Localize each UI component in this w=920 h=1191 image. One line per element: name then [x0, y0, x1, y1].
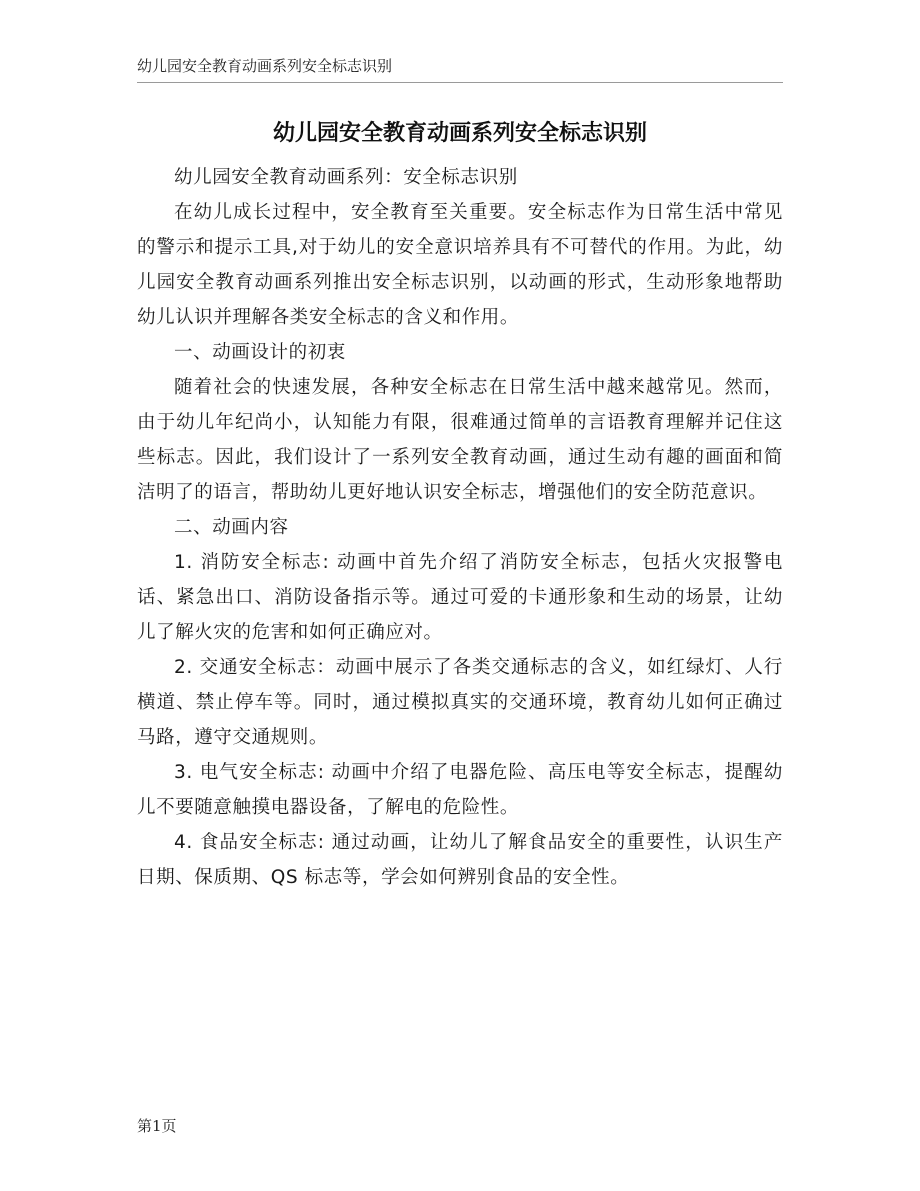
page-number: 第1页 — [137, 1117, 177, 1135]
list-item-electrical-safety: 3. 电气安全标志: 动画中介绍了电器危险、高压电等安全标志，提醒幼儿不要随意触摸电器设备，了解电的危险性。 — [137, 762, 783, 818]
paragraph-subtitle: 幼儿园安全教育动画系列：安全标志识别 — [174, 167, 518, 188]
running-header: 幼儿园安全教育动画系列安全标志识别 — [137, 57, 393, 75]
list-item-traffic-safety: 2. 交通安全标志：动画中展示了各类交通标志的含义，如红绿灯、人行横道、禁止停车等。同时，通过模拟真实的交通环境，教育幼儿如何正确过马路，遵守交通规则。 — [137, 657, 783, 748]
paragraph-intro: 在幼儿成长过程中，安全教育至关重要。安全标志作为日常生活中常见的警示和提示工具,对于幼儿的安全意识培养具有不可替代的作用。为此，幼儿园安全教育动画系列推出安全标志识别，以动画的形式，生动形象地帮助幼儿认识并理解各类安全标志的含义和作用。 — [137, 202, 783, 328]
section-heading-1: 一、动画设计的初衷 — [174, 342, 346, 363]
document-title: 幼儿园安全教育动画系列安全标志识别 — [272, 121, 647, 146]
list-item-fire-safety: 1. 消防安全标志: 动画中首先介绍了消防安全标志，包括火灾报警电话、紧急出口、消防设备指示等。通过可爱的卡通形象和生动的场景，让幼儿了解火灾的危害和如何正确应对。 — [137, 552, 783, 643]
list-item-food-safety: 4. 食品安全标志: 通过动画，让幼儿了解食品安全的重要性，认识生产日期、保质期、QS 标志等，学会如何辨别食品的安全性。 — [137, 832, 783, 888]
section-heading-2: 二、动画内容 — [174, 517, 289, 538]
document-body — [137, 160, 783, 895]
header-divider — [137, 82, 783, 83]
paragraph-design-purpose: 随着社会的快速发展，各种安全标志在日常生活中越来越常见。然而，由于幼儿年纪尚小，认知能力有限，很难通过简单的言语教育理解并记住这些标志。因此，我们设计了一系列安全教育动画，通过生动有趣的画面和简洁明了的语言，帮助幼儿更好地认识安全标志，增强他们的安全防范意识。 — [137, 377, 783, 503]
